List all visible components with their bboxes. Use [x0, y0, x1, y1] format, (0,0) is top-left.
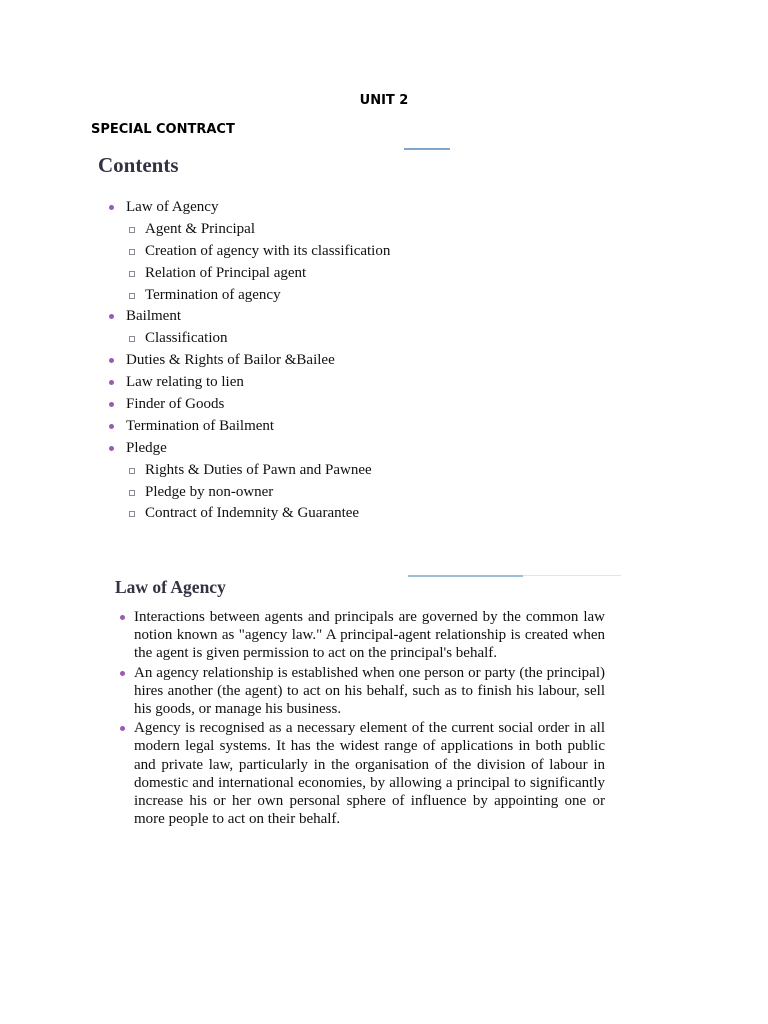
contents-item — [98, 306, 390, 328]
square-bullet-icon — [129, 227, 135, 233]
contents-subitem — [98, 219, 390, 241]
agency-point-text: An agency relationship is established when one person or party (the principal) hires another (the agent) to act on his behalf, such as to finish his labour, sell his goods, or manage his business. — [134, 664, 605, 718]
bullet-icon — [109, 402, 114, 407]
bullet-icon — [109, 446, 114, 451]
unit-heading: UNIT 2 — [359, 93, 409, 108]
contents-item-text: Termination of agency — [145, 286, 281, 303]
bullet-icon — [109, 314, 114, 319]
contents-item-text: Rights & Duties of Pawn and Pawnee — [145, 461, 372, 478]
square-bullet-icon — [129, 490, 135, 496]
contents-item-text: Pledge by non-owner — [145, 483, 274, 500]
contents-item-text: Pledge — [126, 439, 167, 456]
contents-item-text: Duties & Rights of Bailor &Bailee — [126, 352, 335, 369]
bullet-icon — [109, 358, 114, 363]
square-bullet-icon — [129, 336, 135, 342]
agency-point — [108, 719, 605, 828]
contents-item — [98, 372, 390, 394]
contents-item-text: Finder of Goods — [126, 396, 225, 413]
contents-item — [98, 350, 390, 372]
bullet-icon — [120, 671, 125, 676]
bullet-icon — [120, 615, 125, 620]
bullet-icon — [120, 726, 125, 731]
square-bullet-icon — [129, 271, 135, 277]
contents-subitem — [98, 241, 390, 263]
agency-point — [108, 608, 605, 663]
contents-item — [98, 394, 390, 416]
contents-subitem — [98, 460, 390, 482]
contents-item — [98, 438, 390, 460]
slide-divider-line — [523, 575, 621, 576]
contents-item-text: Creation of agency with its classification — [145, 242, 391, 259]
contents-item-text: Law relating to lien — [126, 374, 244, 391]
contents-item-text: Agent & Principal — [145, 220, 255, 237]
contents-subitem — [98, 263, 390, 285]
contents-item — [98, 416, 390, 438]
contents-subitem — [98, 285, 390, 307]
subject-heading: SPECIAL CONTRACT — [91, 122, 235, 137]
agency-point-text: Interactions between agents and principals are governed by the common law notion known as "agency law." A principal-agent relationship is created when the agent is given permission to act on the principal's behalf. — [134, 609, 605, 662]
contents-item-text: Termination of Bailment — [126, 417, 275, 434]
contents-subitem — [98, 503, 390, 525]
contents-item-text: Relation of Principal agent — [145, 264, 307, 281]
bullet-icon — [109, 205, 114, 210]
law-of-agency-slide-image — [108, 570, 622, 865]
contents-title: Contents — [98, 153, 179, 177]
square-bullet-icon — [129, 511, 135, 517]
agency-point-text: Agency is recognised as a necessary element of the current social order in all modern legal systems. It has the widest range of applications in both public and private law, particularly in the organisation of the division of labour in domestic and international economies, by allowing a principal to significantly increase his or her own personal sphere of influence by appointing one or more people to act on their behalf. — [134, 720, 605, 828]
bullet-icon — [109, 424, 114, 429]
contents-slide-image — [98, 145, 518, 535]
slide-accent-line — [404, 148, 450, 150]
law-of-agency-title: Law of Agency — [115, 577, 226, 597]
square-bullet-icon — [129, 468, 135, 474]
law-of-agency-points — [108, 608, 605, 829]
contents-subitem — [98, 328, 390, 350]
contents-item-text: Classification — [145, 330, 228, 347]
contents-subitem — [98, 482, 390, 504]
contents-item-text: Law of Agency — [126, 199, 219, 215]
contents-item-text: Contract of Indemnity & Guarantee — [145, 505, 360, 522]
square-bullet-icon — [129, 249, 135, 255]
contents-item — [98, 197, 390, 219]
slide-accent-line — [408, 575, 523, 577]
contents-item-text: Bailment — [126, 308, 181, 325]
bullet-icon — [109, 380, 114, 385]
square-bullet-icon — [129, 293, 135, 299]
agency-point — [108, 664, 605, 719]
contents-list — [98, 197, 390, 525]
